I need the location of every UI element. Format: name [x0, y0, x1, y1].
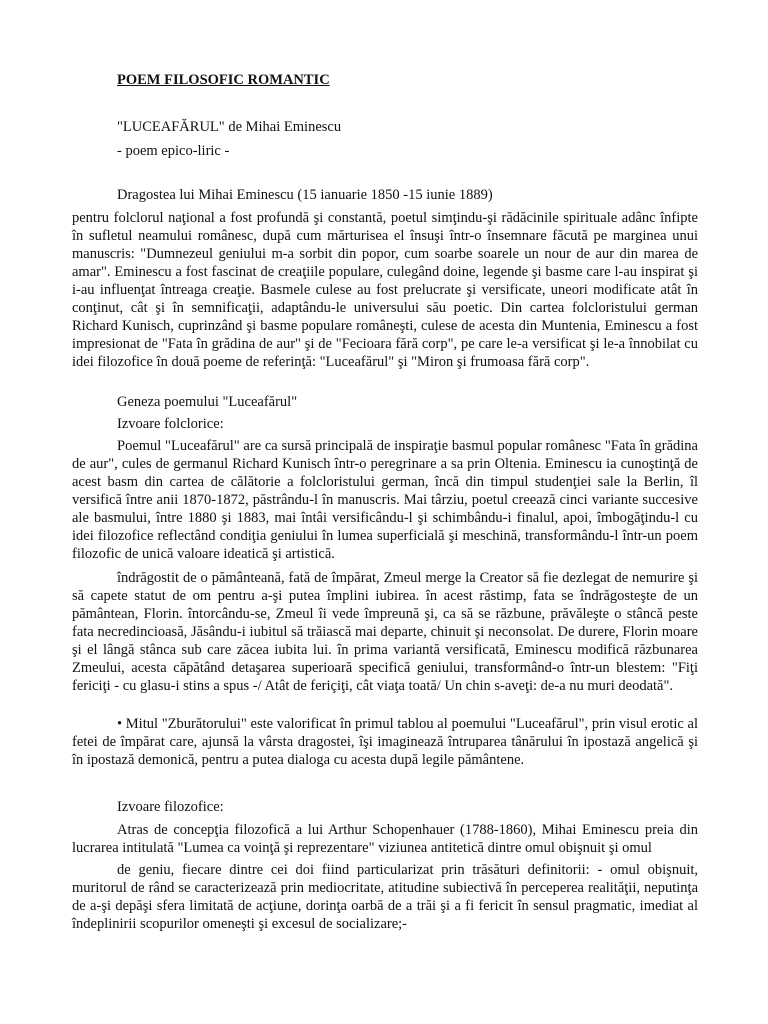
intro-body: pentru folclorul naţional a fost profundă şi constantă, poetul simţindu-şi rădăcinile spirituale adânc înfipte în sufletul neamului românesc, după cum mărturisea el însuşi într-o însemnare făcută pe marginea unui manuscris: "Dumnezeul geniului m-a sorbit din popor, cum soarbe soarele un nour de aur din marea de amar". Eminescu a fost fascinat de creaţiile populare, culegând doine, legende şi basme care l-au inspirat şi i-au influenţat întreaga creaţie. Basmele culese au fost prelucrate şi versificate, uneori modificate atât în conţinut, cât şi în semnificaţii, adaptându-le universului său poetic. Din cartea folcloristului german Richard Kunisch, cuprinzând şi basme populare româneşti, culese de acesta din Muntenia, Eminescu a fost impresionat de "Fata în grădina de aur" şi de "Fecioara fără corp", pe care le-a versificat şi le-a înnobilat cu idei filozofice în două poeme de referinţă: "Luceafărul" şi "Miron şi frumoasa fără corp".: [72, 210, 698, 370]
heading-geneza: Geneza poemului "Luceafărul": [117, 394, 298, 410]
poem-genre: - poem epico-liric -: [117, 143, 230, 159]
paragraph-folclor-3-text: • Mitul "Zburătorului" este valorificat în primul tablou al poemului "Luceafărul", prin visul erotic al fetei de împărat care, ajunsă la vârsta dragostei, îşi imaginează întruparea tânărului în ipostază angelică şi în ipostază demonică, pentru a putea dialoga cu acesta după legile pământene.: [72, 716, 698, 768]
heading-izvoare-filozofice: Izvoare filozofice:: [117, 799, 224, 815]
poem-subtitle: "LUCEAFĂRUL" de Mihai Eminescu: [117, 119, 342, 135]
paragraph-filozofic-1-text: Atras de concepţia filozofică a lui Arthur Schopenhauer (1788-1860), Mihai Eminescu preia din lucrarea intitulată "Lumea ca voinţă şi reprezentare" viziunea antitetică dintre omul obişnuit şi omul: [72, 822, 698, 856]
intro-lead: Dragostea lui Mihai Eminescu (15 ianuarie 1850 -15 iunie 1889): [117, 187, 493, 203]
paragraph-folclor-3: [72, 715, 698, 769]
intro-paragraph: [72, 209, 698, 371]
paragraph-filozofic-2: [72, 861, 698, 933]
paragraph-folclor-1-text: Poemul "Luceafărul" are ca sursă principală de inspiraţie basmul popular românesc "Fata în grădina de aur", cules de germanul Richard Kunisch într-o peregrinare a sa prin Oltenia. Eminescu ia cunoştinţă de acest basm din cartea de călătorie a folcloristului german, încă din timpul studenţiei sale la Berlin, îl versifică între anii 1870-1872, păstrându-l în manuscris. Mai târziu, poetul creează cinci variante succesive ale basmului, între 1880 şi 1883, mai întâi versificându-l şi schimbându-i finalul, apoi, îmbogăţindu-l cu idei filozofice reflectând condiţia geniului în lumea superficială şi meschină, transformându-l într-un poem filozofic de unică valoare ideatică şi artistică.: [72, 438, 698, 562]
document-title: POEM FILOSOFIC ROMANTIC: [117, 72, 330, 88]
paragraph-filozofic-2-text: de geniu, fiecare dintre cei doi fiind particularizat prin trăsături definitorii: - omul obişnuit, muritorul de rând se caracterizează prin mediocritate, atitudine subiectivă în perceperea realităţii, neputinţa de a-şi depăşi sfera limitată de acţiune, dorinţa oarbă de a trăi şi a fi fericit în sensul pragmatic, imediat al îndeplinirii scopurilor omeneşti şi excesul de socializare;-: [72, 862, 698, 932]
heading-izvoare-folclorice: Izvoare folclorice:: [117, 416, 224, 432]
paragraph-filozofic-1: [72, 821, 698, 857]
paragraph-folclor-2-text: îndrăgostit de o pământeană, fată de împărat, Zmeul merge la Creator să fie dezlegat de nemurire şi să capete statut de om pentru a-şi putea împlini iubirea. în acest răstimp, fata se îndrăgosteşte de un pământean, Florin. întorcându-se, Zmeul îi vede împreună şi, ca să se răzbune, prăvăleşte o stâncă peste fata necredincioasă, Jăsându-i iubitul să trăiască mai departe, chinuit şi neconsolat. De durere, Florin moare şi el lângă stânca sub care zăcea iubita lui. în prima variantă versificată, Eminescu modifică răzbunarea Zmeului, acesta căpătând detaşarea superioară specifică geniului, transformând-o într-un blestem: "Fiţi fericiţi - cu glasu-i stins a spus -/ Atât de feriçiţi, cât viaţa toată/ Un chin s-aveţi: de-a nu muri deodată".: [72, 570, 698, 694]
paragraph-folclor-1: [72, 437, 698, 563]
paragraph-folclor-2: [72, 569, 698, 695]
